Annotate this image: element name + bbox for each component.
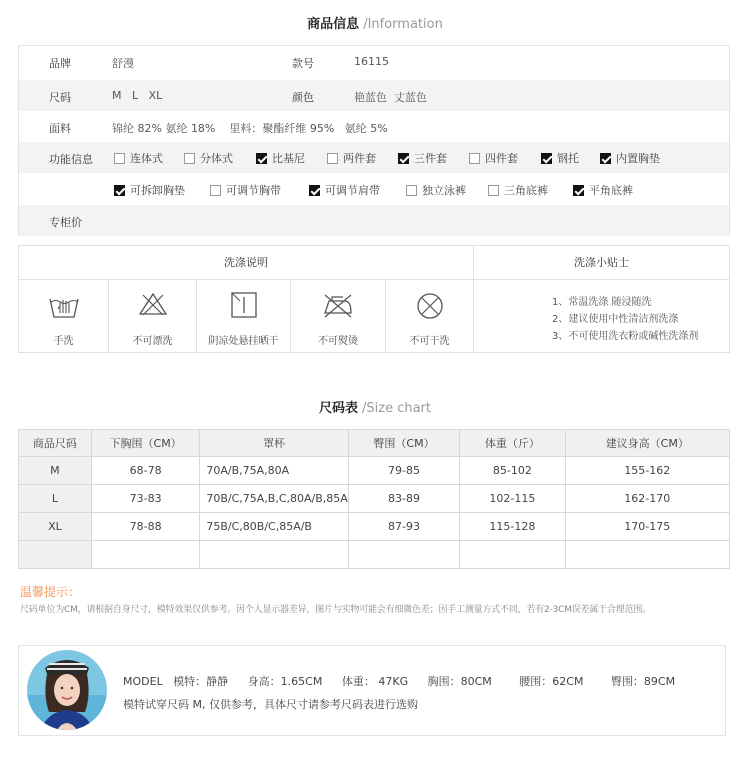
table-row: [19, 457, 730, 485]
table-cell: 73-83: [91, 485, 199, 513]
notice-title: 温馨提示：: [20, 585, 81, 599]
model-box: [18, 645, 726, 736]
checkbox-icon[interactable]: [114, 185, 125, 196]
table-row: [19, 485, 730, 513]
brand-label: 品牌: [49, 57, 71, 70]
feature-option[interactable]: [114, 182, 185, 198]
checkbox-icon[interactable]: [573, 185, 584, 196]
table-cell: 75B/C,80B/C,85A/B: [200, 513, 348, 541]
wash-tips-list: [552, 294, 698, 345]
features-label: 功能信息: [49, 153, 93, 166]
checkbox-icon[interactable]: [406, 185, 417, 196]
table-cell: [91, 541, 199, 569]
size-title-zh: 尺码表: [318, 401, 358, 416]
feature-option[interactable]: [488, 182, 548, 198]
info-title-zh: 商品信息: [307, 17, 360, 32]
checkbox-icon[interactable]: [309, 185, 320, 196]
wash-item-label: 阴凉处悬挂晒干: [208, 336, 279, 347]
feature-label: 可调节胸带: [226, 184, 281, 197]
feature-option[interactable]: [398, 150, 447, 166]
info-row-brand: [19, 46, 729, 77]
feature-option[interactable]: [327, 150, 376, 166]
checkbox-icon[interactable]: [184, 153, 195, 164]
hand-wash-icon: [48, 291, 80, 321]
table-cell: L: [19, 485, 92, 513]
wash-item: [19, 280, 109, 352]
size-table-header: [19, 430, 730, 457]
feature-label: 比基尼: [272, 152, 305, 165]
table-cell: 70A/B,75A,80A: [200, 457, 348, 485]
feature-option[interactable]: [469, 150, 518, 166]
model-name: MODEL 模特：静静: [123, 675, 229, 688]
product-info-box: [18, 45, 730, 235]
table-row: [19, 513, 730, 541]
table-cell: XL: [19, 513, 92, 541]
info-title-en: /Information: [363, 17, 443, 32]
feature-label: 内置胸垫: [616, 152, 660, 165]
feature-label: 三角底裤: [504, 184, 548, 197]
table-cell: 78-88: [91, 513, 199, 541]
info-row-features-1: [19, 142, 729, 173]
model-waist: 腰围：62CM: [519, 675, 584, 688]
feature-label: 平角底裤: [589, 184, 633, 197]
size-label: 尺码: [49, 91, 71, 104]
table-cell: 79-85: [348, 457, 459, 485]
feature-option[interactable]: [573, 182, 633, 198]
feature-option[interactable]: [406, 182, 466, 198]
size-title-en: /Size chart: [362, 401, 431, 416]
feature-label: 三件套: [414, 152, 447, 165]
feature-option[interactable]: [256, 150, 305, 166]
wash-item: [109, 280, 197, 352]
feature-label: 可拆卸胸垫: [130, 184, 185, 197]
column-header: 体重（斤）: [460, 430, 565, 457]
table-cell: 102-115: [460, 485, 565, 513]
feature-option[interactable]: [309, 182, 380, 198]
table-cell: 170-175: [565, 513, 729, 541]
wash-item: [197, 280, 291, 352]
no-iron-icon: [321, 291, 355, 319]
table-cell: [200, 541, 348, 569]
wash-tips-header: 洗涤小贴士: [474, 246, 729, 280]
size-value: M L XL: [112, 89, 163, 102]
size-section-title: [0, 397, 750, 416]
style-no-value: 16115: [354, 55, 389, 68]
model-note: 模特试穿尺码 M, 仅供参考，具体尺寸请参考尺码表进行选购: [123, 698, 418, 711]
feature-label: 分体式: [200, 152, 233, 165]
wash-tip: 2、建议使用中性清洁剂洗涤: [552, 314, 679, 325]
wash-item-label: 不可干洗: [409, 336, 450, 347]
table-cell: 162-170: [565, 485, 729, 513]
model-weight: 体重： 47KG: [341, 675, 409, 688]
checkbox-icon[interactable]: [469, 153, 480, 164]
feature-option[interactable]: [541, 150, 579, 166]
column-header: 下胸围（CM）: [91, 430, 199, 457]
brand-value: 舒漫: [112, 57, 134, 70]
table-cell: 155-162: [565, 457, 729, 485]
table-cell: M: [19, 457, 92, 485]
wash-item: [291, 280, 386, 352]
checkbox-icon[interactable]: [600, 153, 611, 164]
info-row-size: [19, 80, 729, 111]
checkbox-icon[interactable]: [327, 153, 338, 164]
fabric-label: 面料: [49, 122, 71, 135]
feature-label: 钢托: [557, 152, 579, 165]
avatar: [27, 650, 107, 730]
wash-item-label: 手洗: [53, 336, 74, 347]
table-cell: [19, 541, 92, 569]
no-bleach-icon: [137, 291, 169, 317]
feature-label: 连体式: [130, 152, 163, 165]
table-cell: 83-89: [348, 485, 459, 513]
price-label: 专柜价: [49, 216, 82, 229]
size-table: [18, 429, 730, 569]
model-stats: [123, 673, 691, 689]
feature-label: 可调节肩带: [325, 184, 380, 197]
wash-tip: 3、不可使用洗衣粉或碱性洗涤剂: [552, 331, 699, 342]
checkbox-icon[interactable]: [488, 185, 499, 196]
feature-option[interactable]: [600, 150, 660, 166]
notice-text: 尺码单位为CM，请根据自身尺寸，模特效果仅供参考。因个人显示器差异，图片与实物可能会有细微色差；因手工测量方式不同，若有2-3CM误差属于合理范围。: [20, 605, 652, 615]
line-dry-shade-icon: [230, 291, 258, 319]
info-row-price: [19, 205, 729, 236]
style-no-label: 款号: [292, 57, 314, 70]
wash-item-label: 不可漂洗: [132, 336, 173, 347]
feature-label: 独立泳裤: [422, 184, 466, 197]
wash-header: 洗涤说明: [19, 246, 474, 280]
table-row: [19, 541, 730, 569]
table-cell: 68-78: [91, 457, 199, 485]
wash-item-label: 不可熨烫: [318, 336, 358, 347]
table-cell: 85-102: [460, 457, 565, 485]
fabric-value: 锦纶 82% 氨纶 18% 里料：聚酯纤维 95% 氨纶 5%: [112, 122, 388, 135]
wash-box: [18, 245, 730, 353]
info-row-fabric: [19, 111, 729, 142]
column-header: 商品尺码: [19, 430, 92, 457]
column-header: 罩杯: [200, 430, 348, 457]
checkbox-icon[interactable]: [398, 153, 409, 164]
table-cell: 115-128: [460, 513, 565, 541]
feature-option[interactable]: [184, 150, 233, 166]
wash-item: [386, 280, 474, 352]
column-header: 建议身高（CM）: [565, 430, 729, 457]
info-row-features-2: [19, 174, 729, 205]
no-dry-clean-icon: [415, 291, 445, 321]
column-header: 臀围（CM）: [348, 430, 459, 457]
color-value: 艳蓝色 丈蓝色: [354, 91, 427, 104]
info-section-title: [0, 13, 750, 32]
table-cell: 70B/C,75A,B,C,80A/B,85A: [200, 485, 348, 513]
checkbox-icon[interactable]: [114, 153, 125, 164]
feature-label: 两件套: [343, 152, 376, 165]
color-label: 颜色: [292, 91, 314, 104]
model-height: 身高：1.65CM: [247, 675, 323, 688]
table-cell: [565, 541, 729, 569]
checkbox-icon[interactable]: [256, 153, 267, 164]
model-hips: 臀围：89CM: [610, 675, 676, 688]
feature-option[interactable]: [210, 182, 281, 198]
checkbox-icon[interactable]: [210, 185, 221, 196]
wash-tip: 1、常温洗涤 随浸随洗: [552, 297, 652, 308]
table-cell: [460, 541, 565, 569]
table-cell: 87-93: [348, 513, 459, 541]
feature-label: 四件套: [485, 152, 518, 165]
table-cell: [348, 541, 459, 569]
model-bust: 胸围：80CM: [427, 675, 492, 688]
model-photo: [27, 650, 107, 730]
checkbox-icon[interactable]: [541, 153, 552, 164]
feature-option[interactable]: [114, 150, 163, 166]
